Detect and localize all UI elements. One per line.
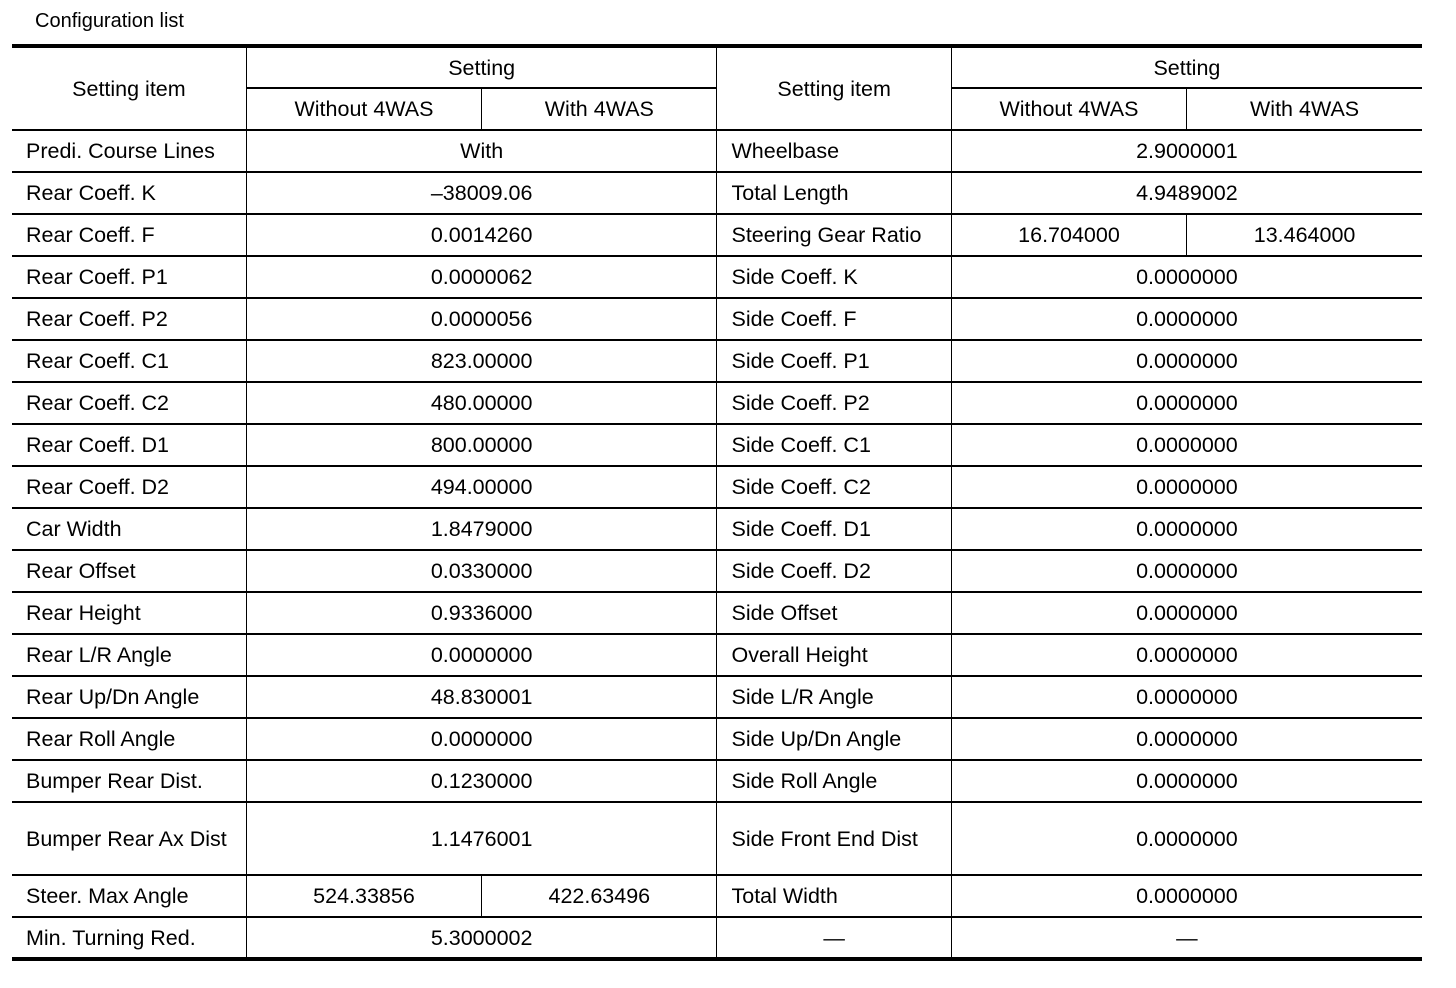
- setting-item-left: Bumper Rear Ax Dist: [12, 802, 246, 875]
- setting-item-right: Side Offset: [717, 592, 951, 634]
- table-row: [12, 424, 1422, 466]
- setting-item-left: Rear Offset: [12, 550, 246, 592]
- setting-item-right: Side L/R Angle: [717, 676, 951, 718]
- setting-value-right: 0.0000000: [951, 340, 1422, 382]
- setting-item-left: Rear Roll Angle: [12, 718, 246, 760]
- setting-item-right: Side Coeff. D2: [717, 550, 951, 592]
- setting-item-right: Steering Gear Ratio: [717, 214, 951, 256]
- table-row: [12, 298, 1422, 340]
- setting-item-right: —: [717, 917, 951, 959]
- header-setting-right: Setting: [951, 46, 1422, 88]
- table-row: [12, 802, 1422, 875]
- setting-item-left: Car Width: [12, 508, 246, 550]
- setting-value-left: 494.00000: [246, 466, 717, 508]
- setting-value-right: 0.0000000: [951, 676, 1422, 718]
- table-row: [12, 466, 1422, 508]
- table-row: [12, 676, 1422, 718]
- setting-value-left: 1.8479000: [246, 508, 717, 550]
- table-row: [12, 760, 1422, 802]
- setting-item-left: Rear Coeff. P1: [12, 256, 246, 298]
- setting-value-right: 0.0000000: [951, 508, 1422, 550]
- setting-value-left: 1.1476001: [246, 802, 717, 875]
- setting-value-left: 0.1230000: [246, 760, 717, 802]
- setting-value-right: 0.0000000: [951, 875, 1422, 917]
- header-without-4was-left: Without 4WAS: [246, 88, 481, 130]
- table-row: [12, 172, 1422, 214]
- table-row: [12, 718, 1422, 760]
- table-row: [12, 917, 1422, 959]
- table-row: [12, 508, 1422, 550]
- table-row: [12, 382, 1422, 424]
- setting-item-right: Side Coeff. P2: [717, 382, 951, 424]
- setting-value-left: 800.00000: [246, 424, 717, 466]
- header-with-4was-left: With 4WAS: [482, 88, 717, 130]
- header-with-4was-right: With 4WAS: [1187, 88, 1422, 130]
- setting-value-left: 823.00000: [246, 340, 717, 382]
- setting-item-left: Rear Coeff. C2: [12, 382, 246, 424]
- setting-value-left: 5.3000002: [246, 917, 717, 959]
- setting-item-left: Rear Coeff. K: [12, 172, 246, 214]
- table-row: [12, 634, 1422, 676]
- setting-item-left: Min. Turning Red.: [12, 917, 246, 959]
- setting-value-left: –38009.06: [246, 172, 717, 214]
- setting-value-left-without-4was: 524.33856: [246, 875, 481, 917]
- setting-value-right: 4.9489002: [951, 172, 1422, 214]
- table-row: [12, 130, 1422, 172]
- setting-value-left: 0.0014260: [246, 214, 717, 256]
- setting-item-right: Wheelbase: [717, 130, 951, 172]
- setting-value-left: 480.00000: [246, 382, 717, 424]
- setting-item-right: Side Coeff. D1: [717, 508, 951, 550]
- setting-item-right: Side Front End Dist: [717, 802, 951, 875]
- setting-value-right: 0.0000000: [951, 592, 1422, 634]
- setting-value-left-with-4was: 422.63496: [482, 875, 717, 917]
- setting-item-right: Side Coeff. K: [717, 256, 951, 298]
- header-without-4was-right: Without 4WAS: [951, 88, 1186, 130]
- setting-value-right: 0.0000000: [951, 634, 1422, 676]
- setting-value-left: 0.0330000: [246, 550, 717, 592]
- header-setting-left: Setting: [246, 46, 717, 88]
- setting-item-left: Rear L/R Angle: [12, 634, 246, 676]
- header-row: [12, 46, 1422, 88]
- setting-value-right: —: [951, 917, 1422, 959]
- setting-item-right: Total Length: [717, 172, 951, 214]
- setting-item-left: Rear Coeff. F: [12, 214, 246, 256]
- setting-value-right-without-4was: 16.704000: [951, 214, 1186, 256]
- setting-value-right: 0.0000000: [951, 802, 1422, 875]
- setting-item-right: Side Coeff. F: [717, 298, 951, 340]
- setting-item-left: Predi. Course Lines: [12, 130, 246, 172]
- configuration-table: [12, 44, 1422, 961]
- setting-item-right: Total Width: [717, 875, 951, 917]
- setting-item-left: Steer. Max Angle: [12, 875, 246, 917]
- setting-value-right: 0.0000000: [951, 382, 1422, 424]
- setting-value-right: 0.0000000: [951, 466, 1422, 508]
- setting-value-right: 0.0000000: [951, 298, 1422, 340]
- setting-item-left: Rear Coeff. D2: [12, 466, 246, 508]
- setting-value-right: 0.0000000: [951, 424, 1422, 466]
- table-row: [12, 214, 1422, 256]
- setting-value-right: 0.0000000: [951, 550, 1422, 592]
- setting-item-left: Rear Coeff. C1: [12, 340, 246, 382]
- table-row: [12, 256, 1422, 298]
- setting-value-left: 0.0000000: [246, 718, 717, 760]
- table-row: [12, 340, 1422, 382]
- setting-item-right: Side Up/Dn Angle: [717, 718, 951, 760]
- setting-item-right: Side Coeff. C1: [717, 424, 951, 466]
- setting-value-right-with-4was: 13.464000: [1187, 214, 1422, 256]
- header-setting-item-left: Setting item: [12, 46, 246, 130]
- setting-value-right: 2.9000001: [951, 130, 1422, 172]
- setting-value-left: 48.830001: [246, 676, 717, 718]
- setting-value-left: With: [246, 130, 717, 172]
- setting-item-left: Rear Height: [12, 592, 246, 634]
- table-row: [12, 592, 1422, 634]
- setting-item-left: Bumper Rear Dist.: [12, 760, 246, 802]
- setting-value-right: 0.0000000: [951, 760, 1422, 802]
- table-caption: Configuration list: [35, 10, 184, 32]
- table-row: [12, 550, 1422, 592]
- setting-item-left: Rear Up/Dn Angle: [12, 676, 246, 718]
- table-row: [12, 875, 1422, 917]
- setting-value-left: 0.9336000: [246, 592, 717, 634]
- setting-item-left: Rear Coeff. P2: [12, 298, 246, 340]
- setting-value-left: 0.0000056: [246, 298, 717, 340]
- header-setting-item-right: Setting item: [717, 46, 951, 130]
- setting-item-right: Overall Height: [717, 634, 951, 676]
- setting-value-right: 0.0000000: [951, 718, 1422, 760]
- setting-value-right: 0.0000000: [951, 256, 1422, 298]
- setting-item-right: Side Roll Angle: [717, 760, 951, 802]
- setting-item-right: Side Coeff. P1: [717, 340, 951, 382]
- setting-item-right: Side Coeff. C2: [717, 466, 951, 508]
- table-body: [12, 130, 1422, 959]
- setting-value-left: 0.0000000: [246, 634, 717, 676]
- setting-item-left: Rear Coeff. D1: [12, 424, 246, 466]
- setting-value-left: 0.0000062: [246, 256, 717, 298]
